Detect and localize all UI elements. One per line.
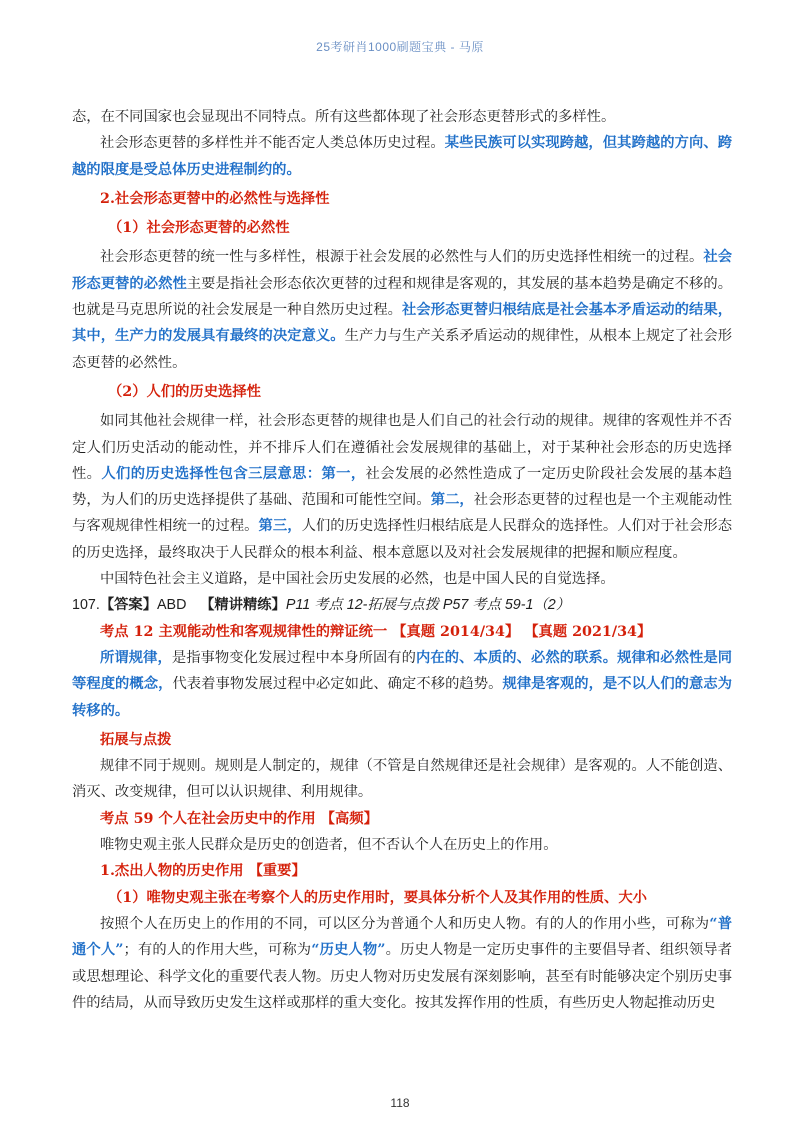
- paragraph: 唯物史观主张人民群众是历史的创造者，但不否认个人在历史上的作用。: [100, 837, 558, 854]
- paragraph: 规律不同于规则。规则是人制定的，规律（不管是自然规律还是社会规律）是客观的。人不能创造、消灭、改变规律，但可以认识规律、利用规律。: [72, 758, 732, 801]
- extension-heading: 拓展与点拨: [100, 731, 172, 748]
- answer-value: ABD: [157, 597, 187, 614]
- paragraph: 中国特色社会主义道路，是中国社会历史发展的必然，也是中国人民的自觉选择。: [100, 571, 615, 588]
- reference: P11 考点 12-拓展与点拨 P57 考点 59-1（2）: [285, 597, 571, 614]
- paragraph: 社会形态更替的多样性并不能否定人类总体历史过程。某些民族可以实现跨越，但其跨越的方向、跨越的限度是受总体历史进程制约的。: [72, 135, 732, 178]
- paragraph: 所谓规律，是指事物变化发展过程中本身所固有的内在的、本质的、必然的联系。规律和必然性是同等程度的概念，代表着事物发展过程中必定如此、确定不移的趋势。规律是客观的，是不以人们的意志为转移的。: [72, 649, 733, 719]
- key-point-heading: 考点 59 个人在社会历史中的作用 【高频】: [100, 810, 378, 827]
- paragraph: 如同其他社会规律一样，社会形态更替的规律也是人们自己的社会行动的规律。规律的客观性并不否定人们历史活动的能动性，并不排斥人们在遵循社会发展规律的基础上，对于某种社会形态的历史选择性。人们的历史选择性包含三层意思：第一，社会发展的必然性造成了一定历史阶段社会发展的基本趋势，为人们的历史选择提供了基础、范围和可能性空间。第二，社会形态更替的过程也是一个主观能动性与客观规律性相统一的过程。第三，人们的历史选择性归根结底是人民群众的选择性。人们对于社会形态的历史选择，最终取决于人民群众的根本利益、根本意愿以及对社会发展规律的把握和顺应程度。: [72, 413, 733, 561]
- key-point: 人们的历史选择性包含三层意思：第一，: [101, 465, 366, 482]
- key-point: “历史人物”: [311, 942, 386, 959]
- subsection-heading: （1）社会形态更替的必然性: [108, 220, 290, 237]
- answer-tag: 【答案】: [99, 597, 158, 614]
- paragraph: 社会形态更替的统一性与多样性，根源于社会发展的必然性与人们的历史选择性相统一的过程。社会形态更替的必然性主要是指社会形态依次更替的过程和规律是客观的，其发展的基本趋势是确定不移的。也就是马克思所说的社会发展是一种自然历史过程。社会形态更替归根结底是社会基本矛盾运动的结果，其中，生产力的发展具有最终的决定意义。生产力与生产关系矛盾运动的规律性，从根本上规定了社会形态更替的必然性。: [72, 249, 733, 371]
- key-point: 社会形态更替的必然性: [72, 249, 733, 292]
- paragraph: 态，在不同国家也会显现出不同特点。所有这些都体现了社会形态更替形式的多样性。: [72, 109, 616, 125]
- page-number: 118: [390, 1096, 410, 1110]
- document-body: [72, 104, 732, 1016]
- key-point: 某些民族可以实现跨越，但其跨越的方向、跨越的限度是受总体历史进程制约的。: [72, 135, 732, 178]
- explanation-tag: 【精讲精练】: [200, 597, 286, 614]
- answer-line: [72, 592, 732, 618]
- subsection-heading: （2）人们的历史选择性: [108, 383, 261, 400]
- section-heading: 1.杰出人物的历史作用 【重要】: [100, 863, 306, 880]
- key-point: 第二，: [430, 492, 474, 509]
- key-point: 内在的、本质的、必然的联系。规律和必然性是同等程度的概念，: [72, 649, 733, 693]
- paragraph: 按照个人在历史上的作用的不同，可以区分为普通个人和历史人物。有的人的作用小些，可称为“普通个人”；有的人的作用大些，可称为“历史人物”。历史人物是一定历史事件的主要倡导者、组织领导者或思想理论、科学文化的重要代表人物。历史人物对历史发展有深刻影响，甚至有时能够决定个别历史事件的结局，从而导致历史发生这样或那样的重大变化。按其发挥作用的性质，有些历史人物起推动历史: [72, 915, 733, 1011]
- subsection-heading: （1）唯物史观主张在考察个人的历史作用时，要具体分析个人及其作用的性质、大小: [108, 889, 647, 906]
- key-point-heading: 考点 12 主观能动性和客观规律性的辩证统一 【真题 2014/34】 【真题 2021/34】: [100, 623, 652, 640]
- question-number: 107.: [72, 597, 100, 614]
- page-header: 25考研肖1000刷题宝典 - 马原: [316, 40, 484, 54]
- key-point: 规律是客观的，是不以人们的意志为转移的。: [72, 676, 733, 719]
- key-point: 第三，: [258, 518, 302, 535]
- key-point: 社会形态更替归根结底是社会基本矛盾运动的结果，其中，生产力的发展具有最终的决定意义。: [72, 302, 733, 345]
- key-point: 所谓规律，: [100, 649, 172, 666]
- section-heading: 2.社会形态更替中的必然性与选择性: [100, 190, 330, 207]
- key-point: “普通个人”: [72, 915, 732, 959]
